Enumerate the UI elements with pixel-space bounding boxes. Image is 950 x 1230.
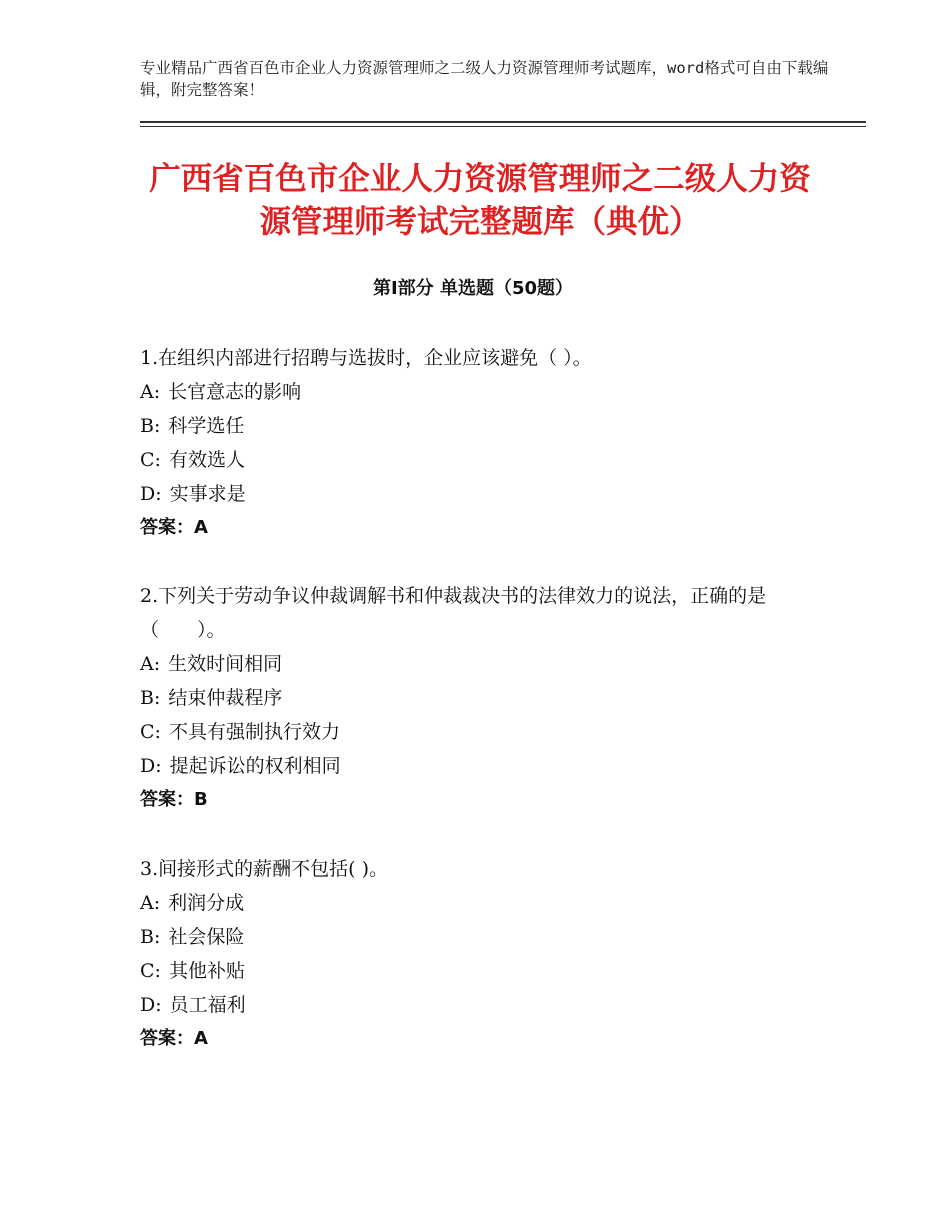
header-note: 专业精品广西省百色市企业人力资源管理师之二级人力资源管理师考试题库，word格式可自由下载编辑，附完整答案！ [140,59,829,99]
section-title: 第Ⅰ部分 单选题（50题） [372,278,573,299]
option-text: 社会保险 [168,926,245,948]
question-stem: 3.间接形式的薪酬不包括( )。 [140,858,388,880]
option-d [140,477,820,511]
question-2 [140,579,820,817]
header-divider-thin [140,126,866,127]
question-stem: 1.在组织内部进行招聘与选拔时，企业应该避免（ ）。 [140,347,592,369]
option-text: 科学选任 [168,415,245,437]
question-1 [140,341,820,545]
option-letter: B: [140,687,161,709]
option-b [140,681,820,715]
option-letter: B: [140,926,161,948]
header-divider-thick [140,121,866,123]
option-text: 实事求是 [169,483,246,505]
question-stem: 2.下列关于劳动争议仲裁调解书和仲裁裁决书的法律效力的说法，正确的是（ ）。 [140,585,767,641]
option-letter: D: [140,994,162,1016]
option-b [140,409,820,443]
option-letter: D: [140,483,162,505]
document-title: 广西省百色市企业人力资源管理师之二级人力资源管理师考试完整题库（典优） [149,161,811,240]
option-a [140,886,820,920]
option-text: 结束仲裁程序 [168,687,283,709]
option-b [140,920,820,954]
answer-label: 答案：A [140,517,208,538]
option-letter: A: [140,381,161,403]
option-text: 员工福利 [169,994,246,1016]
question-3 [140,852,820,1056]
option-a [140,647,820,681]
option-text: 有效选人 [168,449,245,471]
option-letter: A: [140,892,161,914]
option-letter: C: [140,449,161,471]
option-d [140,988,820,1022]
option-c [140,443,820,477]
option-c [140,954,820,988]
option-text: 生效时间相同 [168,653,283,675]
option-a [140,375,820,409]
option-text: 利润分成 [168,892,245,914]
option-text: 提起诉讼的权利相同 [169,755,341,777]
option-text: 长官意志的影响 [168,381,302,403]
option-letter: C: [140,960,161,982]
option-letter: A: [140,653,161,675]
option-c [140,715,820,749]
option-letter: D: [140,755,162,777]
option-letter: C: [140,721,161,743]
option-d [140,749,820,783]
option-text: 其他补贴 [168,960,245,982]
answer-label: 答案：B [140,789,208,810]
option-letter: B: [140,415,161,437]
answer-label: 答案：A [140,1028,208,1049]
option-text: 不具有强制执行效力 [168,721,340,743]
